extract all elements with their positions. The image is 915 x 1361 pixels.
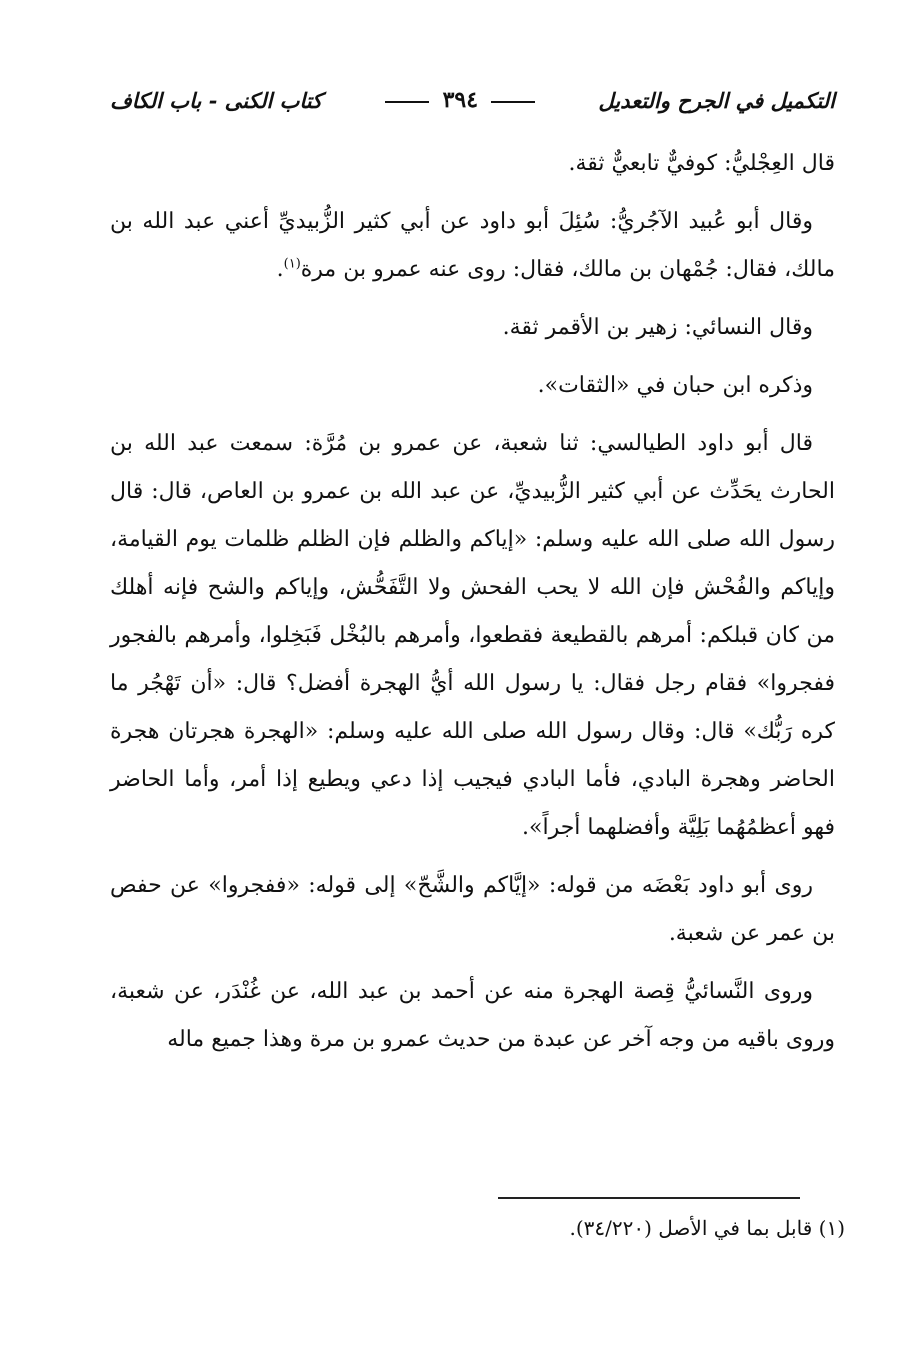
- main-text: [110, 140, 835, 1074]
- paragraph-text: قال العِجْليُّ: كوفيٌّ تابعيٌّ ثقة.: [568, 151, 835, 176]
- paragraph-text: وذكره ابن حبان في «الثقات».: [537, 373, 813, 398]
- paragraph-text: قال أبو داود الطيالسي: ثنا شعبة، عن عمرو بن مُرَّة: سمعت عبد الله بن الحارث يحَدِّث عن أبي كثير الزُّبيديِّ، عن عبد الله بن عمرو بن العاص، قال: قال رسول الله صلى الله عليه وسلم: «إياكم والظلم فإن الظلم ظلمات يوم القيامة، وإياكم والفُحْش فإن الله لا يحب الفحش ولا التَّفَحُّش، وإياكم والشح فإنه أهلك من كان قبلكم: أمرهم بالقطيعة فقطعوا، وأمرهم بالبُخْل فَبَخِلوا، وأمرهم بالفجور ففجروا» فقام رجل فقال: يا رسول الله أيُّ الهجرة أفضل؟ قال: «أن تَهْجُر ما كره رَبُّك» قال: وقال رسول الله صلى الله عليه وسلم: «الهجرة هجرتان هجرة الحاضر وهجرة البادي، فأما البادي فيجيب إذا دعي ويطيع إذا أمر، وأما الحاضر فهو أعظمُهُما بَلِيَّة وأفضلهما أجراً».: [110, 431, 835, 840]
- paragraph-text: روى أبو داود بَعْضَه من قوله: «إيَّاكم والشَّحّ» إلى قوله: «ففجروا» عن حفص بن عمر عن شعبة.: [110, 873, 835, 946]
- book-title: التكميل في الجرح والتعديل: [598, 87, 835, 113]
- paragraph-nasai: [110, 304, 835, 352]
- paragraph-text: وقال النسائي: زهير بن الأقمر ثقة.: [502, 315, 813, 340]
- footnote-divider: [498, 1197, 800, 1199]
- footnote: (١) قابل بما في الأصل (٣٤/٢٢٠).: [569, 1216, 845, 1240]
- header-center: [379, 87, 541, 113]
- paragraph-nasai-narration: [110, 968, 835, 1064]
- footnote-reference[interactable]: (١): [283, 256, 301, 272]
- page-number: ٣٩٤: [442, 87, 479, 113]
- paragraph-text: وقال أبو عُبيد الآجُريُّ: سُئِلَ أبو داود عن أبي كثير الزُّبيديِّ أعني عبد الله بن مالك، فقال: جُمْهان بن مالك، فقال: روى عنه عمرو بن مرة: [110, 209, 835, 282]
- header-dash-right: [491, 101, 535, 103]
- paragraph-ijli: [110, 140, 835, 188]
- paragraph-hadith: [110, 420, 835, 852]
- header-dash-left: [385, 101, 429, 103]
- running-header: [110, 80, 835, 120]
- section-title: كتاب الكنى - باب الكاف: [110, 87, 323, 113]
- paragraph-abu-dawud: [110, 862, 835, 958]
- paragraph-ibn-hibban: [110, 362, 835, 410]
- paragraph-ajurri: وقال أبو عُبيد الآجُريُّ: سُئِلَ أبو داود عن أبي كثير الزُّبيديِّ أعني عبد الله بن مالك، فقال: جُمْهان بن مالك، فقال: روى عنه عمرو بن مرة$^{(١)}$.: [110, 209, 835, 282]
- paragraph-text: وروى النَّسائيُّ قِصة الهجرة منه عن أحمد بن عبد الله، عن غُنْدَر، عن شعبة، وروى باقيه من وجه آخر عن عبدة من حديث عمرو بن مرة وهذا جميع ماله: [110, 979, 835, 1052]
